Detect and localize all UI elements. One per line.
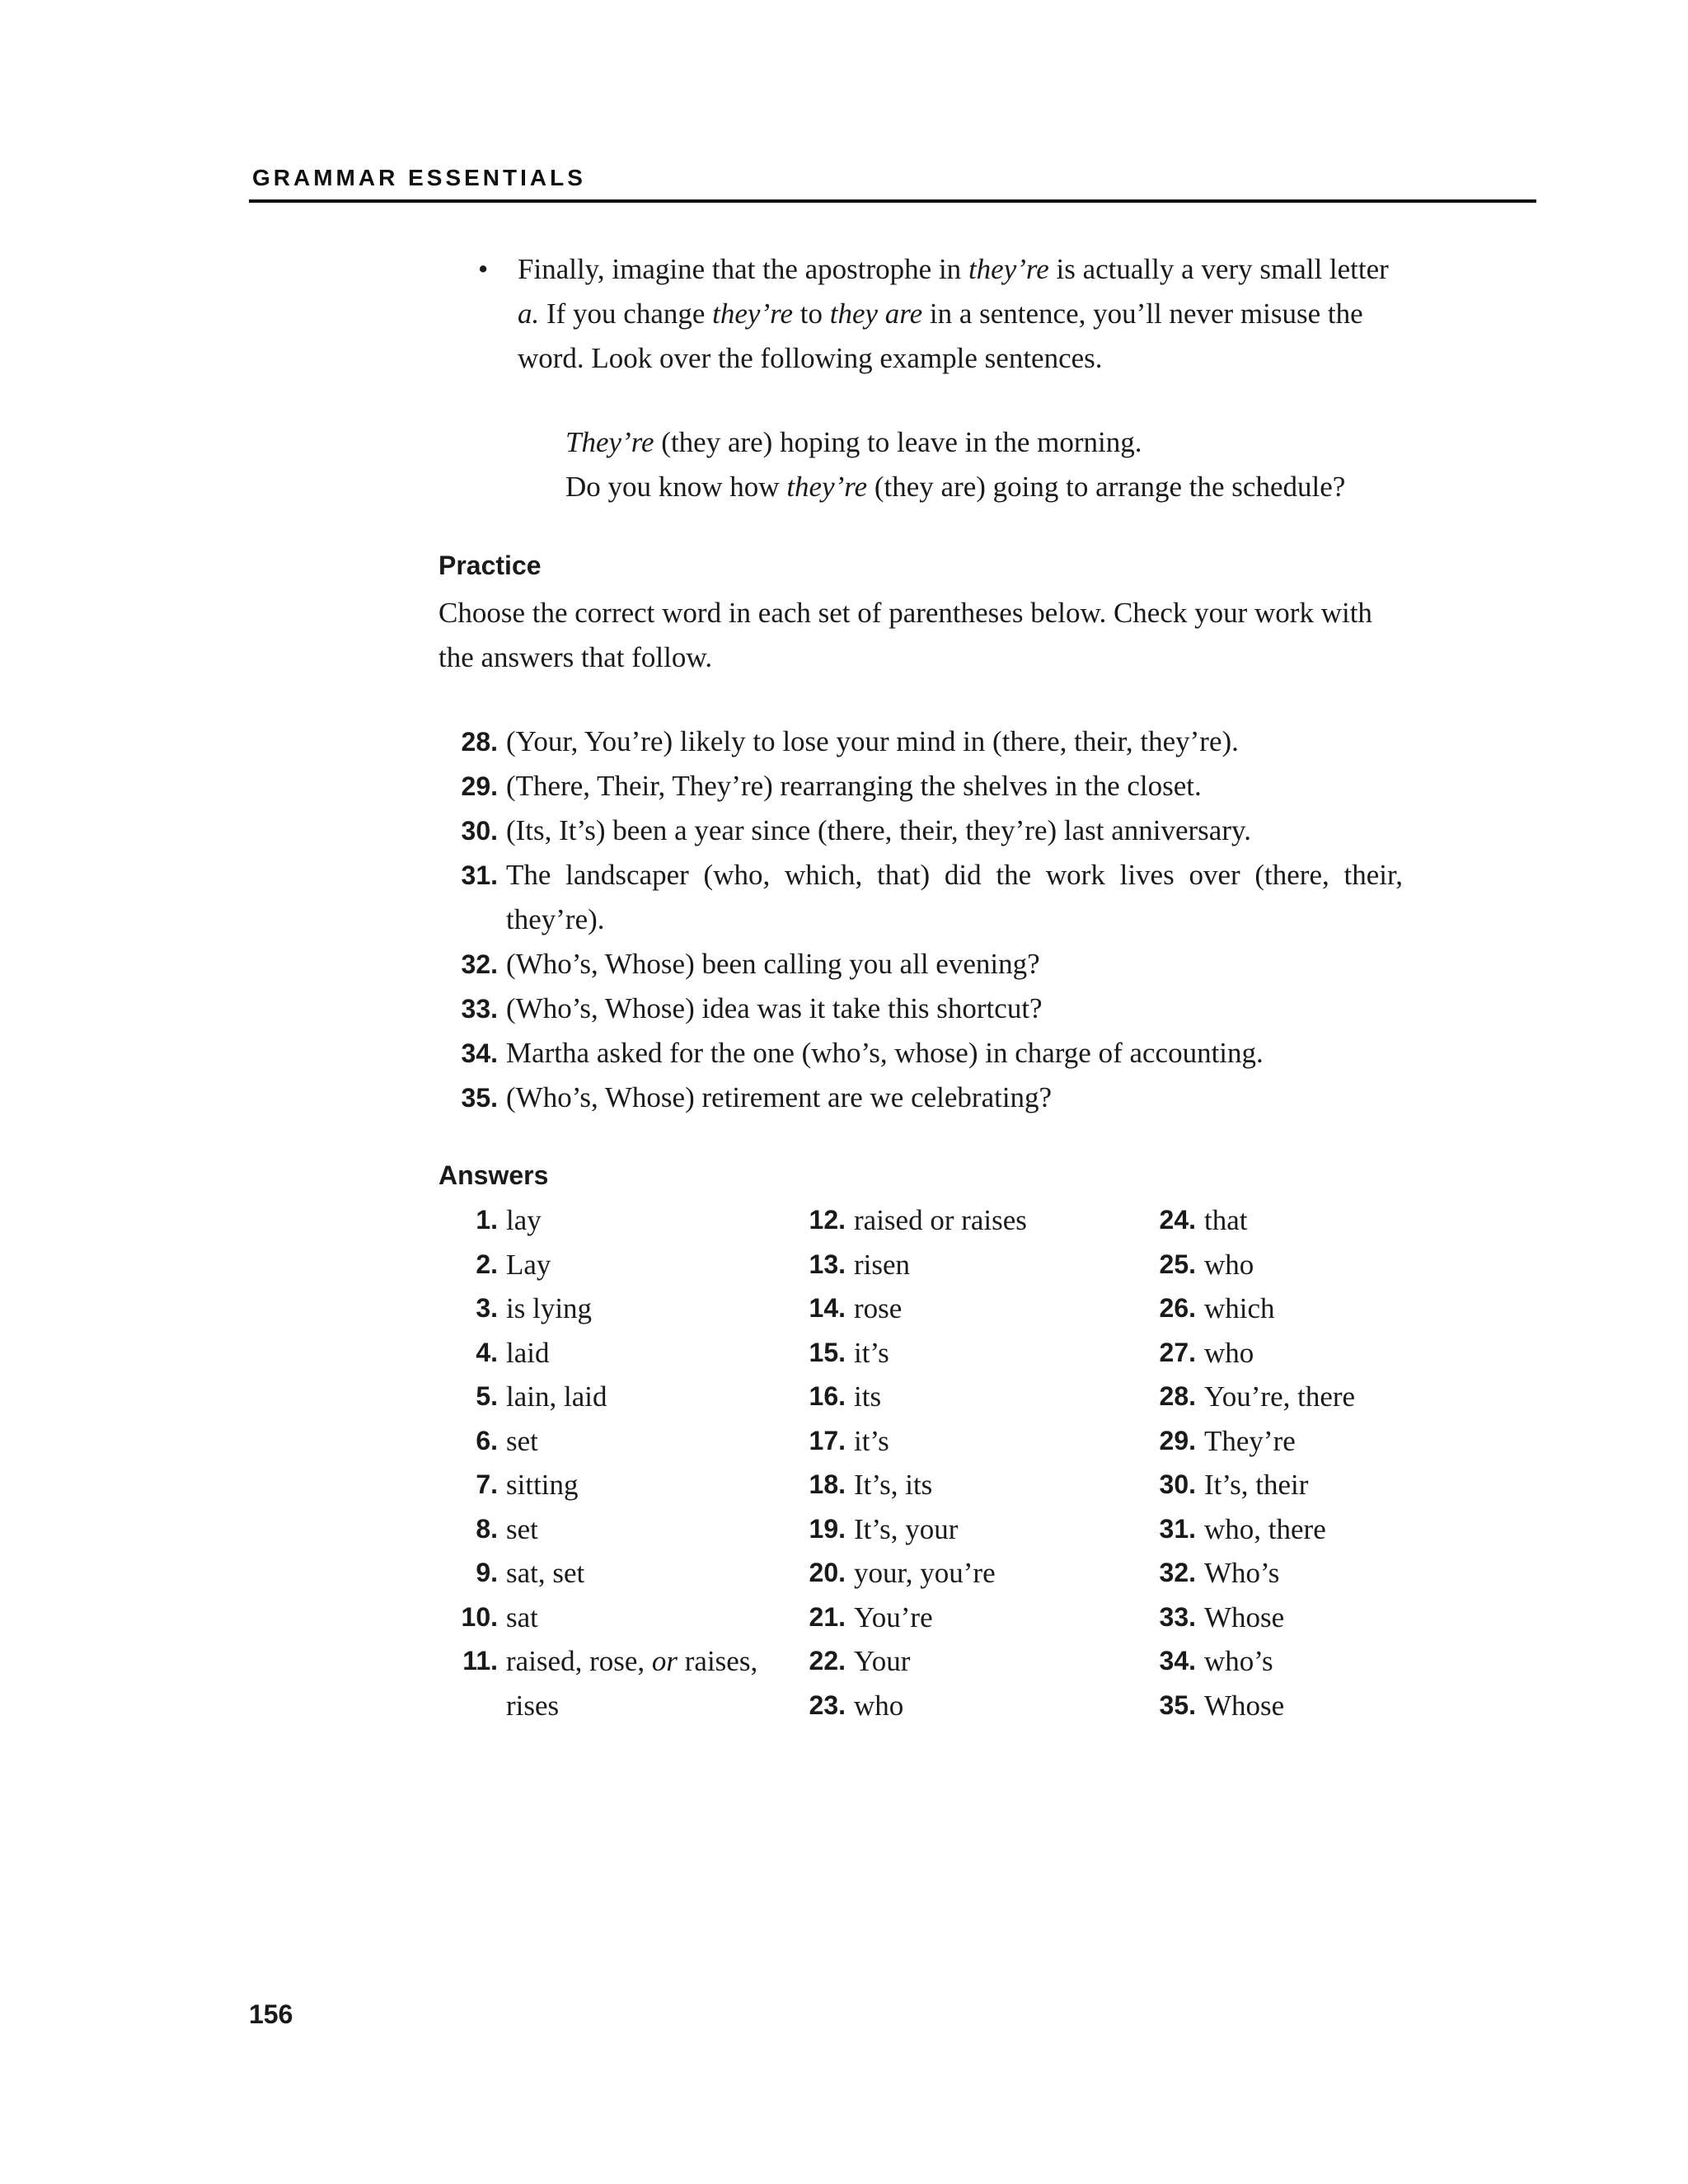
practice-intro: Choose the correct word in each set of parentheses below. Check your work with the answers that follow.	[438, 597, 1372, 673]
example-text: (they are) going to arrange the schedule?	[867, 471, 1346, 503]
question-item	[438, 1031, 1403, 1076]
answer-number: 26.	[1159, 1293, 1196, 1323]
answer-item	[791, 1243, 1137, 1287]
page-number: 156	[249, 1999, 293, 2029]
answer-number: 8.	[476, 1513, 498, 1544]
question-number: 28.	[461, 727, 498, 757]
example-text: Do you know how	[565, 471, 787, 503]
answer-item	[1142, 1419, 1488, 1464]
answer-number: 31.	[1159, 1513, 1196, 1544]
answer-text: who	[1204, 1248, 1254, 1281]
answer-text: set	[506, 1424, 538, 1457]
question-item	[438, 987, 1403, 1031]
answer-item	[1142, 1596, 1488, 1640]
answer-item	[791, 1551, 1137, 1596]
question-text: (Who’s, Whose) idea was it take this shortcut?	[506, 992, 1043, 1024]
answer-number: 25.	[1159, 1249, 1196, 1279]
answer-text: sat	[506, 1601, 538, 1633]
answers-column-2	[791, 1198, 1137, 1727]
answer-item	[438, 1419, 785, 1464]
question-number: 35.	[461, 1083, 498, 1113]
answer-item	[791, 1331, 1137, 1376]
answer-text: Whose	[1204, 1601, 1285, 1633]
answer-item	[791, 1463, 1137, 1507]
answer-text: Your	[854, 1645, 911, 1677]
answer-number: 20.	[809, 1558, 846, 1587]
answer-text: it’s	[854, 1336, 889, 1369]
answer-number: 10.	[461, 1601, 498, 1632]
question-text: (Who’s, Whose) retirement are we celebrating?	[506, 1081, 1053, 1113]
answer-item	[791, 1375, 1137, 1419]
question-number: 29.	[461, 771, 498, 801]
answer-text: risen	[854, 1248, 911, 1281]
answer-text: your, you’re	[854, 1557, 996, 1589]
answer-number: 5.	[476, 1381, 498, 1411]
answer-text: rose	[854, 1292, 903, 1324]
practice-questions	[438, 719, 1403, 1120]
answer-number: 15.	[809, 1337, 846, 1367]
bullet-text-part: to	[792, 298, 830, 330]
answer-text-part: raised, rose,	[506, 1645, 652, 1677]
answer-number: 34.	[1159, 1646, 1196, 1675]
answer-item	[1142, 1286, 1488, 1331]
answer-number: 33.	[1159, 1601, 1196, 1632]
answer-item	[438, 1463, 785, 1507]
example-text: (they are) hoping to leave in the morning.	[654, 426, 1142, 458]
answer-text: You’re, there	[1204, 1380, 1356, 1413]
answer-item	[1142, 1639, 1488, 1684]
answer-number: 28.	[1159, 1381, 1196, 1411]
answer-text: It’s, their	[1204, 1469, 1309, 1501]
practice-heading: Practice	[438, 551, 542, 580]
bullet-italic: they’re	[712, 298, 793, 330]
question-item	[438, 719, 1403, 764]
answer-item	[791, 1596, 1137, 1640]
running-header-title: GRAMMAR ESSENTIALS	[252, 165, 586, 190]
bullet-text-part: Finally, imagine that the apostrophe in	[518, 253, 968, 285]
answer-number: 21.	[809, 1601, 846, 1632]
answer-item	[1142, 1331, 1488, 1376]
answer-item	[791, 1639, 1137, 1684]
question-number: 31.	[461, 860, 498, 890]
question-text: Martha asked for the one (who’s, whose) in charge of accounting.	[506, 1037, 1264, 1069]
question-text: The landscaper (who, which, that) did the work lives over (there, their, they’re).	[506, 859, 1403, 935]
bullet-paragraph	[478, 247, 1401, 381]
answer-number: 19.	[809, 1513, 846, 1544]
answer-item	[438, 1507, 785, 1552]
answer-number: 9.	[476, 1558, 498, 1587]
bullet-italic: a.	[518, 298, 540, 330]
answer-item	[438, 1198, 785, 1243]
answer-number: 17.	[809, 1425, 846, 1455]
example-sentence	[565, 420, 1345, 465]
answer-text: sitting	[506, 1469, 579, 1501]
answer-item	[791, 1198, 1137, 1243]
answer-item	[438, 1375, 785, 1419]
answer-text: Whose	[1204, 1689, 1285, 1722]
answer-number: 23.	[809, 1690, 846, 1720]
answer-item	[791, 1419, 1137, 1464]
answer-text: its	[854, 1380, 882, 1413]
answer-item	[438, 1639, 785, 1727]
answer-item	[1142, 1375, 1488, 1419]
answer-item	[438, 1596, 785, 1640]
bullet-italic: they are	[829, 298, 923, 330]
answers-heading: Answers	[438, 1160, 549, 1190]
answers-column-1	[438, 1198, 785, 1727]
answer-number: 1.	[476, 1205, 498, 1235]
question-text: (There, Their, They’re) rearranging the shelves in the closet.	[506, 770, 1202, 802]
question-item	[438, 808, 1403, 853]
bullet-text-part: in a sentence, you’ll never misuse the word. Look over the following example sentences.	[518, 298, 1363, 374]
bullet-italic: they’re	[968, 253, 1049, 285]
answer-text: which	[1204, 1292, 1275, 1324]
answer-number: 7.	[476, 1469, 498, 1499]
answer-text: who	[854, 1689, 904, 1722]
answer-text: You’re	[854, 1601, 933, 1633]
answer-text: sat, set	[506, 1557, 585, 1589]
question-item	[438, 1076, 1403, 1120]
question-text: (Who’s, Whose) been calling you all evening?	[506, 948, 1040, 980]
answer-number: 16.	[809, 1381, 846, 1411]
answer-text: lay	[506, 1204, 542, 1236]
answer-number: 11.	[462, 1646, 498, 1675]
example-sentence	[565, 465, 1345, 509]
answer-item	[1142, 1463, 1488, 1507]
answer-text: Who’s	[1204, 1557, 1280, 1589]
answer-number: 27.	[1159, 1337, 1196, 1367]
answer-item	[1142, 1684, 1488, 1728]
answer-number: 12.	[809, 1205, 846, 1235]
question-number: 32.	[461, 949, 498, 979]
answer-number: 13.	[809, 1249, 846, 1279]
answer-text: They’re	[1204, 1424, 1296, 1457]
answer-number: 22.	[809, 1646, 846, 1675]
example-italic: they’re	[786, 471, 868, 503]
answer-text: that	[1204, 1204, 1248, 1236]
bullet-text-part: If you change	[539, 298, 713, 330]
answer-number: 3.	[476, 1293, 498, 1323]
answer-text	[506, 1639, 785, 1727]
answer-number: 14.	[809, 1293, 846, 1323]
bullet-text	[518, 247, 1401, 381]
answer-item	[1142, 1551, 1488, 1596]
question-number: 34.	[461, 1038, 498, 1068]
answer-text: Lay	[506, 1248, 551, 1281]
answer-item	[1142, 1243, 1488, 1287]
answer-italic: or	[651, 1645, 678, 1677]
answer-item	[791, 1684, 1137, 1728]
question-text: (Your, You’re) likely to lose your mind in (there, their, they’re).	[506, 725, 1239, 757]
answer-text: It’s, its	[854, 1469, 933, 1501]
answer-number: 30.	[1159, 1469, 1196, 1499]
answer-text-part: raises, rises	[506, 1645, 758, 1722]
answer-item	[438, 1551, 785, 1596]
question-number: 33.	[461, 994, 498, 1024]
answers-column-3	[1142, 1198, 1488, 1727]
answer-item	[1142, 1198, 1488, 1243]
question-text: (Its, It’s) been a year since (there, their, they’re) last anniversary.	[506, 814, 1251, 846]
question-item	[438, 853, 1403, 942]
answer-text: who, there	[1204, 1512, 1326, 1545]
answer-item	[438, 1331, 785, 1376]
example-italic: They’re	[565, 426, 654, 458]
answer-text: who’s	[1204, 1645, 1273, 1677]
answer-text: who	[1204, 1336, 1254, 1369]
answer-item	[438, 1243, 785, 1287]
answer-item	[1142, 1507, 1488, 1552]
bullet-text-part: is actually a very small letter	[1048, 253, 1389, 285]
answer-number: 18.	[809, 1469, 846, 1499]
answer-text: set	[506, 1512, 538, 1545]
bullet-marker: •	[478, 253, 489, 285]
answer-number: 4.	[476, 1337, 498, 1367]
answer-text: raised or raises	[854, 1204, 1027, 1236]
answer-number: 6.	[476, 1425, 498, 1455]
answer-item	[438, 1286, 785, 1331]
answer-number: 35.	[1159, 1690, 1196, 1720]
question-item	[438, 764, 1403, 808]
answer-text: is lying	[506, 1292, 593, 1324]
question-item	[438, 942, 1403, 987]
answer-number: 29.	[1159, 1425, 1196, 1455]
running-header	[249, 162, 1536, 203]
answer-item	[791, 1507, 1137, 1552]
answer-text: lain, laid	[506, 1380, 607, 1413]
answer-text: it’s	[854, 1424, 889, 1457]
answer-text: It’s, your	[854, 1512, 959, 1545]
question-number: 30.	[461, 816, 498, 846]
answer-text: laid	[506, 1336, 550, 1369]
answer-number: 24.	[1159, 1205, 1196, 1235]
answer-number: 32.	[1159, 1558, 1196, 1587]
example-sentences	[565, 420, 1345, 509]
answer-item	[791, 1286, 1137, 1331]
answer-number: 2.	[476, 1249, 498, 1279]
